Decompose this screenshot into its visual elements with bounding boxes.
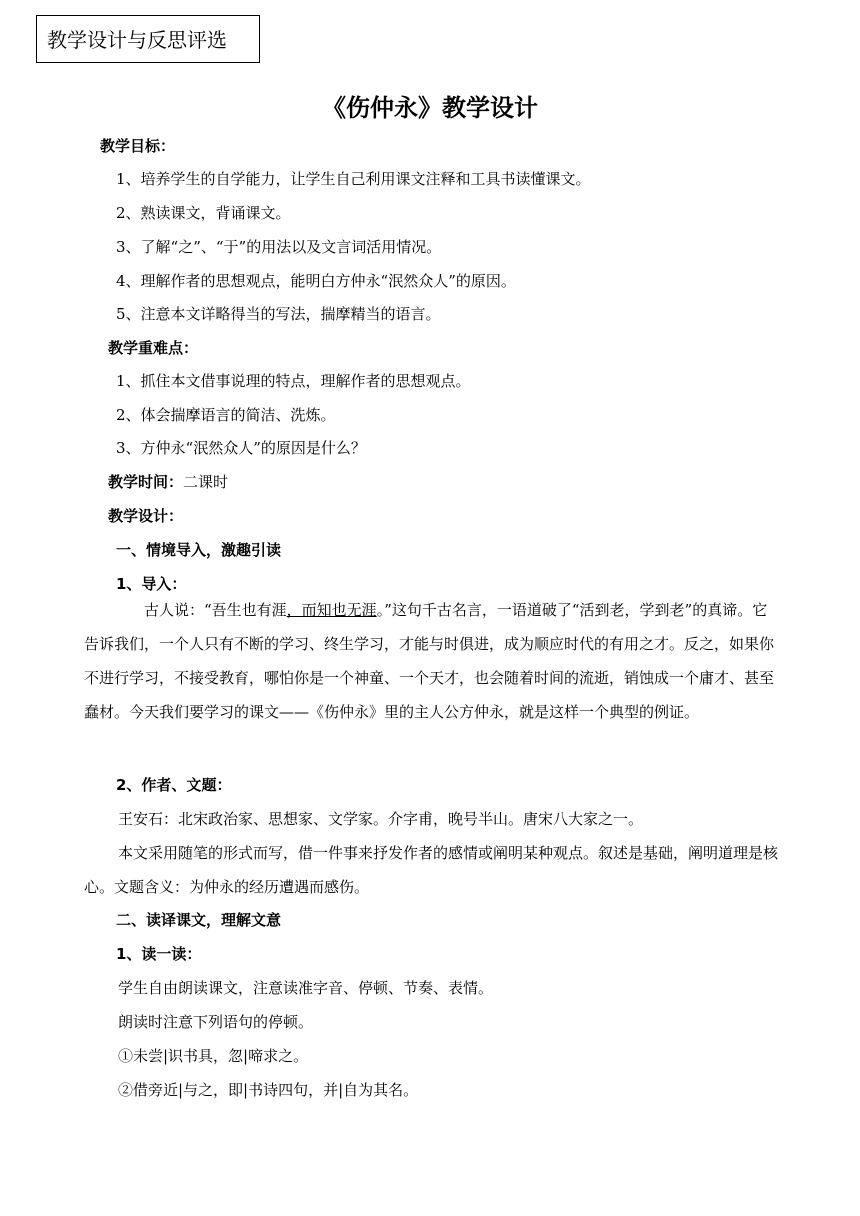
goal-item: 2、熟读课文，背诵课文。: [116, 204, 291, 222]
key-points-heading: 教学重难点：: [108, 339, 199, 357]
section1-sub2: 2、作者、文题：: [116, 776, 232, 794]
style-paragraph: 本文采用随笔的形式而写，借一件事来抒发作者的感情或阐明某种观点。叙述是基础，阐明道理是核心。文题含义：为仲永的经历遭遇而感伤。: [84, 844, 779, 896]
key-point-item: 2、体会揣摩语言的简洁、洗炼。: [116, 406, 336, 424]
reading-line: ②借旁近|与之，即|书诗四句，并|自为其名。: [118, 1081, 419, 1099]
key-point-item: 3、方仲永“泯然众人”的原因是什么？: [116, 439, 366, 457]
section2-sub1: 1、读一读：: [116, 945, 202, 963]
section1-heading: 一、情境导入，激趣引读: [116, 541, 282, 559]
goal-item: 1、培养学生的自学能力，让学生自己利用课文注释和工具书读懂课文。: [116, 170, 591, 188]
goal-item: 5、注意本文详略得当的写法，揣摩精当的语言。: [116, 305, 441, 323]
intro-text-underlined: ，而知也无涯: [286, 601, 377, 619]
intro-text-rest: 。”这句千古名言，一语道破了“活到老，学到老”的真谛。它告诉我们，一个人只有不断的学习、终生学习，才能与时俱进，成为顺应时代的有用之才。反之，如果你不进行学习，不接受教育，哪怕你是一个神童、一个天才，也会随着时间的流逝，销蚀成一个庸才、甚至蠢材。今天我们要学习的课文——《伤仲永》里的主人公方仲永，就是这样一个典型的例证。: [84, 601, 775, 721]
section2-heading: 二、读译课文，理解文意: [116, 911, 282, 929]
key-point-item: 1、抓住本文借事说理的特点，理解作者的思想观点。: [116, 372, 471, 390]
intro-paragraph: [84, 593, 778, 729]
reading-line: 朗读时注意下列语句的停顿。: [118, 1013, 314, 1031]
document-title: 《伤仲永》教学设计: [322, 94, 538, 122]
goal-item: 4、理解作者的思想观点，能明白方仲永“泯然众人”的原因。: [116, 272, 516, 290]
teaching-time-value: 二课时: [183, 473, 229, 491]
teaching-time-label: 教学时间：: [108, 473, 184, 491]
design-heading: 教学设计：: [108, 507, 184, 525]
reading-line: ①未尝|识书具，忽|啼求之。: [118, 1047, 309, 1065]
author-line: 王安石：北宋政治家、思想家、文学家。介字甫，晚号半山。唐宋八大家之一。: [118, 810, 644, 828]
goal-item: 3、了解“之”、“于”的用法以及文言词活用情况。: [116, 238, 442, 256]
header-label-box: 教学设计与反思评选: [36, 15, 260, 63]
teaching-time: [108, 471, 228, 493]
goals-heading: 教学目标：: [100, 137, 176, 155]
section1-sub1: 1、导入：: [116, 575, 187, 593]
reading-line: 学生自由朗读课文，注意读准字音、停顿、节奏、表情。: [118, 979, 494, 997]
intro-text-start: 古人说：“吾生也有涯: [144, 601, 287, 619]
